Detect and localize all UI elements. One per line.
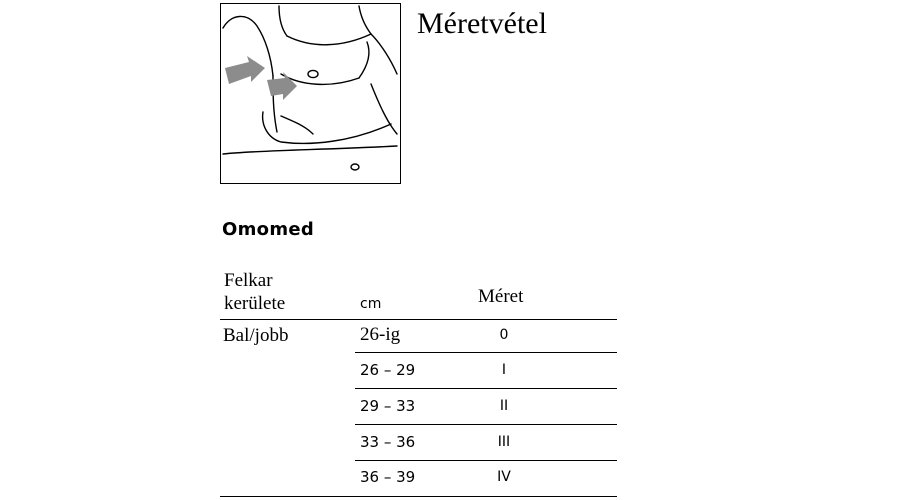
row-divider — [355, 388, 617, 389]
side-label: Bal/jobb — [223, 325, 289, 346]
unit-header: cm — [360, 296, 382, 312]
size-cell: III — [497, 434, 511, 450]
table-row — [0, 462, 900, 498]
cm-cell: 29 – 33 — [360, 397, 416, 415]
row-divider — [355, 460, 617, 461]
table-row — [0, 391, 900, 427]
page-title: Méretvétel — [417, 7, 547, 40]
cm-cell: 36 – 39 — [360, 468, 416, 486]
product-name: Omomed — [222, 219, 315, 240]
table-bottom-border — [220, 496, 617, 497]
size-cell: II — [499, 398, 509, 414]
measurement-header-line2: kerülete — [224, 293, 286, 314]
cm-cell: 26 – 29 — [360, 361, 416, 379]
size-cell: 0 — [499, 327, 509, 343]
row-divider — [355, 352, 617, 353]
row-divider — [355, 424, 617, 425]
size-cell: IV — [497, 469, 511, 485]
table-row — [0, 320, 900, 356]
size-header: Méret — [478, 286, 524, 307]
measurement-header-line1: Felkar — [224, 270, 273, 291]
size-cell: I — [501, 362, 507, 378]
table-row — [0, 355, 900, 391]
cm-cell: 26-ig — [360, 324, 401, 345]
cm-cell: 33 – 36 — [360, 433, 416, 451]
table-row — [0, 427, 900, 463]
